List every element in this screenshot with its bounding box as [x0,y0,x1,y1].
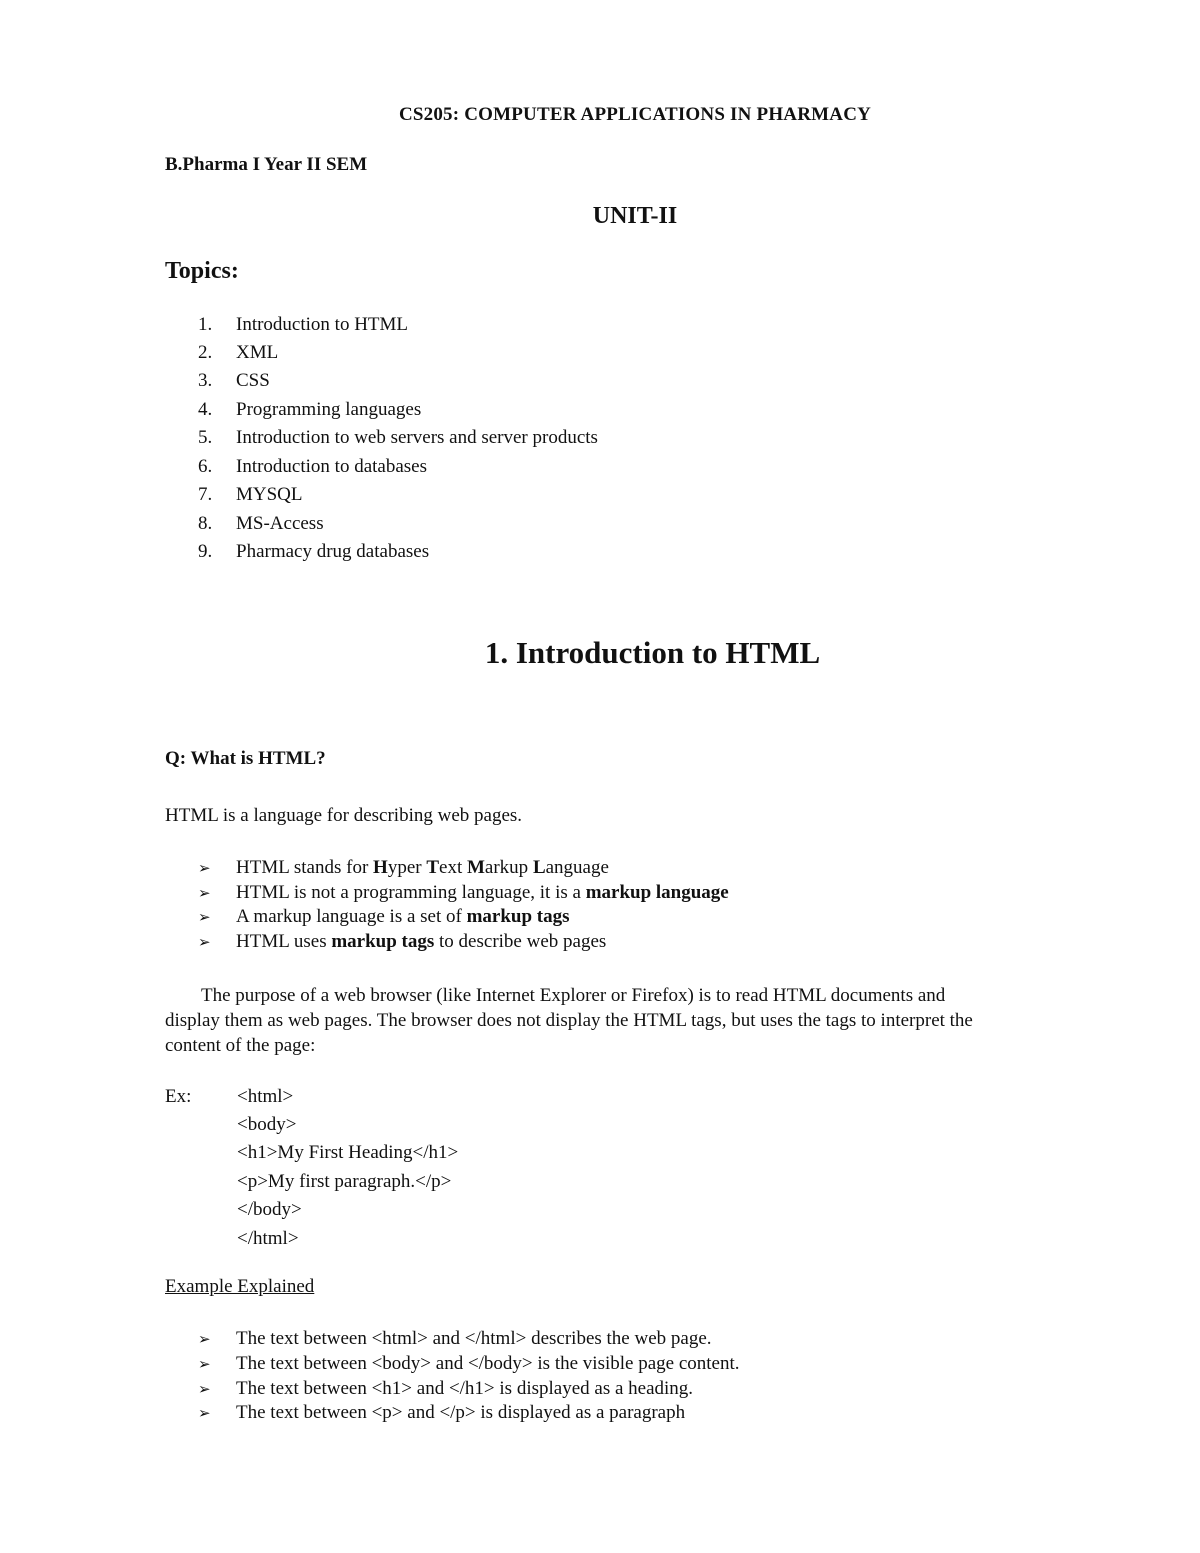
topic-number: 9. [198,541,213,562]
code-line: <h1>My First Heading</h1> [237,1142,459,1163]
arrow-bullet-icon: ➢ [198,1330,211,1348]
question-heading: Q: What is HTML? [165,748,326,769]
browser-purpose-paragraph [165,983,1105,1058]
arrow-bullet-icon: ➢ [198,1404,211,1422]
topic-number: 3. [198,370,213,391]
topics-heading: Topics: [165,258,239,284]
text-run: A markup language is a set of [236,906,467,927]
arrow-bullet-icon: ➢ [198,908,211,926]
topic-text: MS-Access [236,513,324,534]
bullet-text: The text between <h1> and </h1> is displayed as a heading. [236,1378,694,1399]
code-line: </html> [237,1228,299,1249]
bullet-text [236,906,570,928]
topic-number: 2. [198,342,213,363]
topic-number: 7. [198,484,213,505]
bullet-text [236,857,609,879]
example-explained-heading: Example Explained [165,1276,315,1297]
definition-text: HTML is a language for describing web pages. [165,805,523,826]
bold-text-run: T [426,857,440,878]
paragraph-line: The purpose of a web browser (like Internet Explorer or Firefox) is to read HTML documents and [201,985,946,1006]
bullet-text [236,882,729,904]
arrow-bullet-icon: ➢ [198,1355,211,1373]
bullet-text: The text between <p> and </p> is displayed as a paragraph [236,1402,686,1423]
topic-text: Programming languages [236,399,422,420]
unit-heading: UNIT-II [592,203,678,229]
bold-text-run: M [466,857,485,878]
topic-number: 8. [198,513,213,534]
text-run: anguage [545,857,609,878]
section-heading: 1. Introduction to HTML [484,635,821,670]
code-line: <html> [237,1086,294,1107]
bullet-text [236,931,606,953]
bullet-text: The text between <body> and </body> is the visible page content. [236,1353,740,1374]
paragraph-line: display them as web pages. The browser does not display the HTML tags, but uses the tags to interpret the [165,1010,973,1031]
topic-number: 6. [198,456,213,477]
topic-text: XML [236,342,279,363]
example-label: Ex: [165,1086,192,1107]
course-subtitle: B.Pharma I Year II SEM [165,154,368,175]
topic-text: MYSQL [236,484,303,505]
topic-text: Introduction to HTML [236,314,409,335]
bold-text-run: H [373,857,388,878]
arrow-bullet-icon: ➢ [198,884,211,902]
text-run: arkup [484,857,533,878]
arrow-bullet-icon: ➢ [198,1380,211,1398]
topic-number: 4. [198,399,213,420]
code-line: <p>My first paragraph.</p> [237,1171,452,1192]
paragraph-line: content of the page: [165,1035,316,1056]
code-line: </body> [237,1199,302,1220]
topic-text: Introduction to web servers and server products [236,427,598,448]
text-run: ext [439,857,467,878]
text-run: to describe web pages [434,931,607,952]
bold-text-run: markup language [585,882,729,903]
topic-text: Introduction to databases [236,456,428,477]
bold-text-run: markup tags [466,906,570,927]
topic-text: Pharmacy drug databases [236,541,430,562]
text-run: HTML uses [236,931,332,952]
bold-text-run: L [532,857,546,878]
bullet-text: The text between <html> and </html> describes the web page. [236,1328,712,1349]
topic-text: CSS [236,370,270,391]
text-run: HTML stands for [236,857,374,878]
text-run: yper [387,857,427,878]
topic-number: 5. [198,427,213,448]
code-line: <body> [237,1114,297,1135]
arrow-bullet-icon: ➢ [198,933,211,951]
topic-number: 1. [198,314,213,335]
text-run: HTML is not a programming language, it is a [236,882,586,903]
bold-text-run: markup tags [331,931,435,952]
arrow-bullet-icon: ➢ [198,859,211,877]
course-title: CS205: COMPUTER APPLICATIONS IN PHARMACY [398,104,872,125]
